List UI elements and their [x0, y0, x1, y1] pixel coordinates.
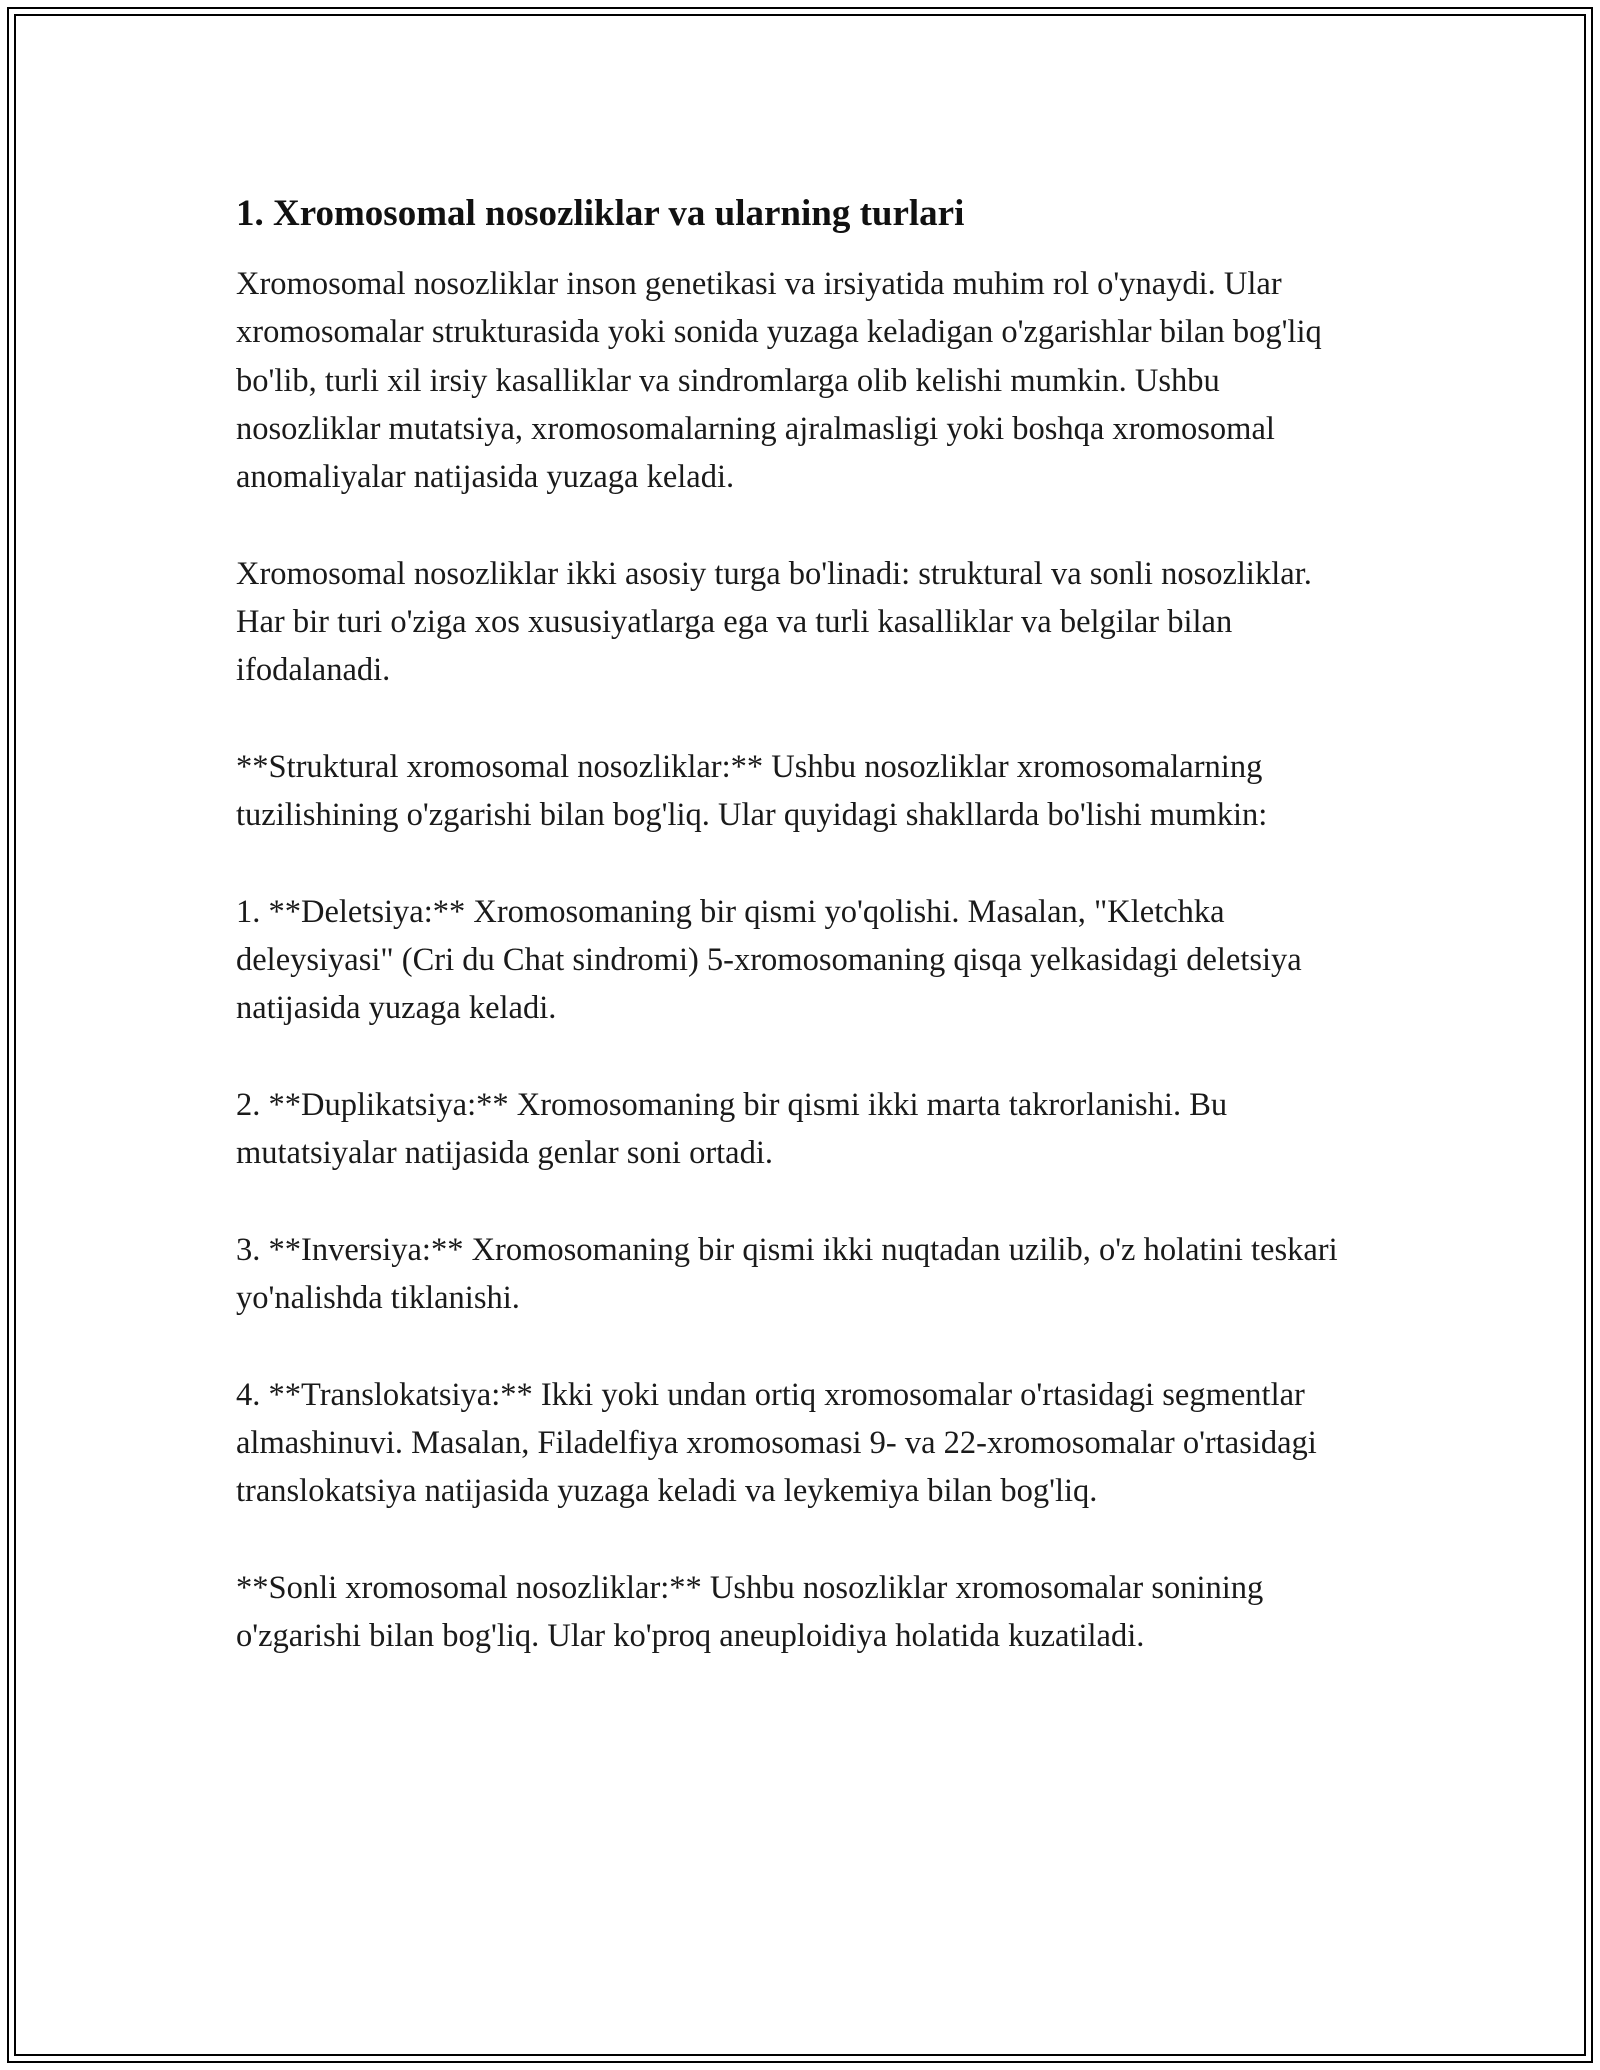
section-heading: 1. Xromosomal nosozliklar va ularning turlari	[236, 193, 965, 234]
list-item-duplication: 2. **Duplikatsiya:** Xromosomaning bir qismi ikki marta takrorlanishi. Bu mutatsiyalar natijasida genlar soni ortadi.	[236, 1087, 1228, 1172]
list-item-deletion: 1. **Deletsiya:** Xromosomaning bir qismi yo'qolishi. Masalan, "Kletchka deleysiyasi" (Cri du Chat sindromi) 5-xromosomaning qisqa yelkasidagi deletsiya natijasida yuzaga keladi.	[236, 893, 1302, 1027]
paragraph-numerical: **Sonli xromosomal nosozliklar:** Ushbu nosozliklar xromosomalar sonining o'zgarishi bilan bog'liq. Ular ko'proq aneuploidiya holatida kuzatiladi.	[236, 1570, 1264, 1655]
paragraph-types: Xromosomal nosozliklar ikki asosiy turga bo'linadi: struktural va sonli nosozliklar. Har bir turi o'ziga xos xususiyatlarga ega va turli kasalliklar va belgilar bilan ifodalanadi.	[236, 555, 1312, 689]
list-item-translocation: 4. **Translokatsiya:** Ikki yoki undan ortiq xromosomalar o'rtasidagi segmentlar almashinuvi. Masalan, Filadelfiya xromosomasi 9- va 22-xromosomalar o'rtasidagi translokatsiya natijasida yuzaga keladi va leykemiya bilan bog'liq.	[236, 1376, 1317, 1510]
document-body	[236, 190, 1366, 1661]
paragraph-intro: Xromosomal nosozliklar inson genetikasi va irsiyatida muhim rol o'ynaydi. Ular xromosomalar strukturasida yoki sonida yuzaga keladigan o'zgarishlar bilan bog'liq bo'lib, turli xil irsiy kasalliklar va sindromlarga olib kelishi mumkin. Ushbu nosozliklar mutatsiya, xromosomalarning ajralmasligi yoki boshqa xromosomal anomaliyalar natijasida yuzaga keladi.	[236, 266, 1322, 496]
paragraph-structural: **Struktural xromosomal nosozliklar:** Ushbu nosozliklar xromosomalarning tuzilishining o'zgarishi bilan bog'liq. Ular quyidagi shakllarda bo'lishi mumkin:	[236, 748, 1268, 834]
list-item-inversion: 3. **Inversiya:** Xromosomaning bir qismi ikki nuqtadan uzilib, o'z holatini teskari yo'nalishda tiklanishi.	[236, 1231, 1338, 1317]
